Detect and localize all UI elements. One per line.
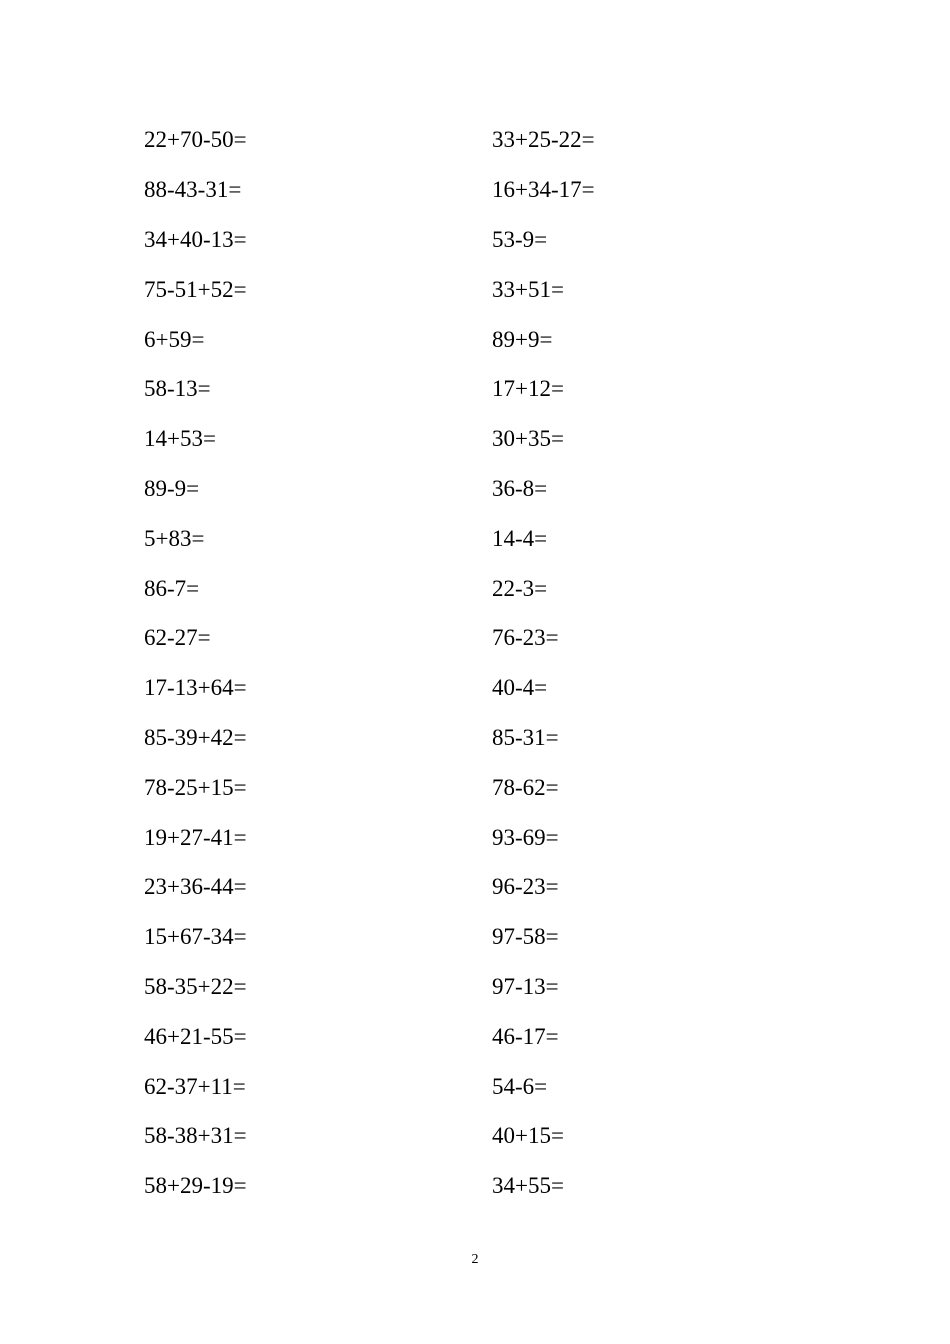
problem-right: 22-3=	[492, 575, 548, 601]
problem-right: 40+15=	[492, 1123, 564, 1149]
problem-row	[144, 264, 844, 314]
arithmetic-problem-grid	[144, 115, 844, 1211]
page-number: 2	[471, 1252, 479, 1267]
problem-row	[144, 1111, 844, 1161]
problem-row	[144, 613, 844, 663]
problem-left: 62-37+11=	[144, 1073, 246, 1099]
problem-right: 97-58=	[492, 924, 559, 950]
problem-row	[144, 115, 844, 165]
problem-row	[144, 165, 844, 215]
problem-right: 53-9=	[492, 226, 548, 252]
problem-left: 17-13+64=	[144, 675, 247, 701]
problem-right: 16+34-17=	[492, 177, 595, 203]
problem-left: 22+70-50=	[144, 127, 247, 153]
problem-right: 46-17=	[492, 1023, 559, 1049]
problem-left: 58-35+22=	[144, 973, 247, 999]
problem-row	[144, 862, 844, 912]
problem-right: 30+35=	[492, 426, 564, 452]
problem-right: 36-8=	[492, 475, 548, 501]
problem-row	[144, 414, 844, 464]
problem-left: 5+83=	[144, 525, 205, 551]
problem-right: 96-23=	[492, 874, 559, 900]
problem-right: 33+51=	[492, 276, 564, 302]
problem-right: 54-6=	[492, 1073, 548, 1099]
problem-right: 78-62=	[492, 774, 559, 800]
problem-row	[144, 364, 844, 414]
problem-left: 15+67-34=	[144, 924, 247, 950]
problem-left: 75-51+52=	[144, 276, 247, 302]
problem-left: 6+59=	[144, 326, 205, 352]
problem-right: 33+25-22=	[492, 127, 595, 153]
problem-right: 85-31=	[492, 724, 559, 750]
problem-row	[144, 762, 844, 812]
problem-right: 34+55=	[492, 1173, 564, 1199]
problem-right: 76-23=	[492, 625, 559, 651]
problem-row	[144, 1161, 844, 1211]
problem-left: 14+53=	[144, 426, 216, 452]
problem-right: 17+12=	[492, 376, 564, 402]
problem-right: 14-4=	[492, 525, 548, 551]
problem-row	[144, 713, 844, 763]
problem-left: 78-25+15=	[144, 774, 247, 800]
problem-row	[144, 1061, 844, 1111]
problem-left: 23+36-44=	[144, 874, 247, 900]
problem-row	[144, 563, 844, 613]
problem-row	[144, 912, 844, 962]
problem-row	[144, 464, 844, 514]
problem-right: 40-4=	[492, 675, 548, 701]
problem-right: 89+9=	[492, 326, 553, 352]
problem-row	[144, 812, 844, 862]
problem-left: 58-38+31=	[144, 1123, 247, 1149]
problem-right: 97-13=	[492, 973, 559, 999]
problem-row	[144, 314, 844, 364]
problem-left: 58+29-19=	[144, 1173, 247, 1199]
problem-left: 62-27=	[144, 625, 211, 651]
problem-row	[144, 663, 844, 713]
problem-left: 85-39+42=	[144, 724, 247, 750]
problem-left: 88-43-31=	[144, 177, 242, 203]
problem-left: 46+21-55=	[144, 1023, 247, 1049]
problem-left: 58-13=	[144, 376, 211, 402]
problem-row	[144, 513, 844, 563]
problem-left: 34+40-13=	[144, 226, 247, 252]
problem-row	[144, 962, 844, 1012]
problem-left: 19+27-41=	[144, 824, 247, 850]
problem-left: 89-9=	[144, 475, 200, 501]
problem-left: 86-7=	[144, 575, 200, 601]
problem-right: 93-69=	[492, 824, 559, 850]
problem-row	[144, 215, 844, 265]
problem-row	[144, 1011, 844, 1061]
